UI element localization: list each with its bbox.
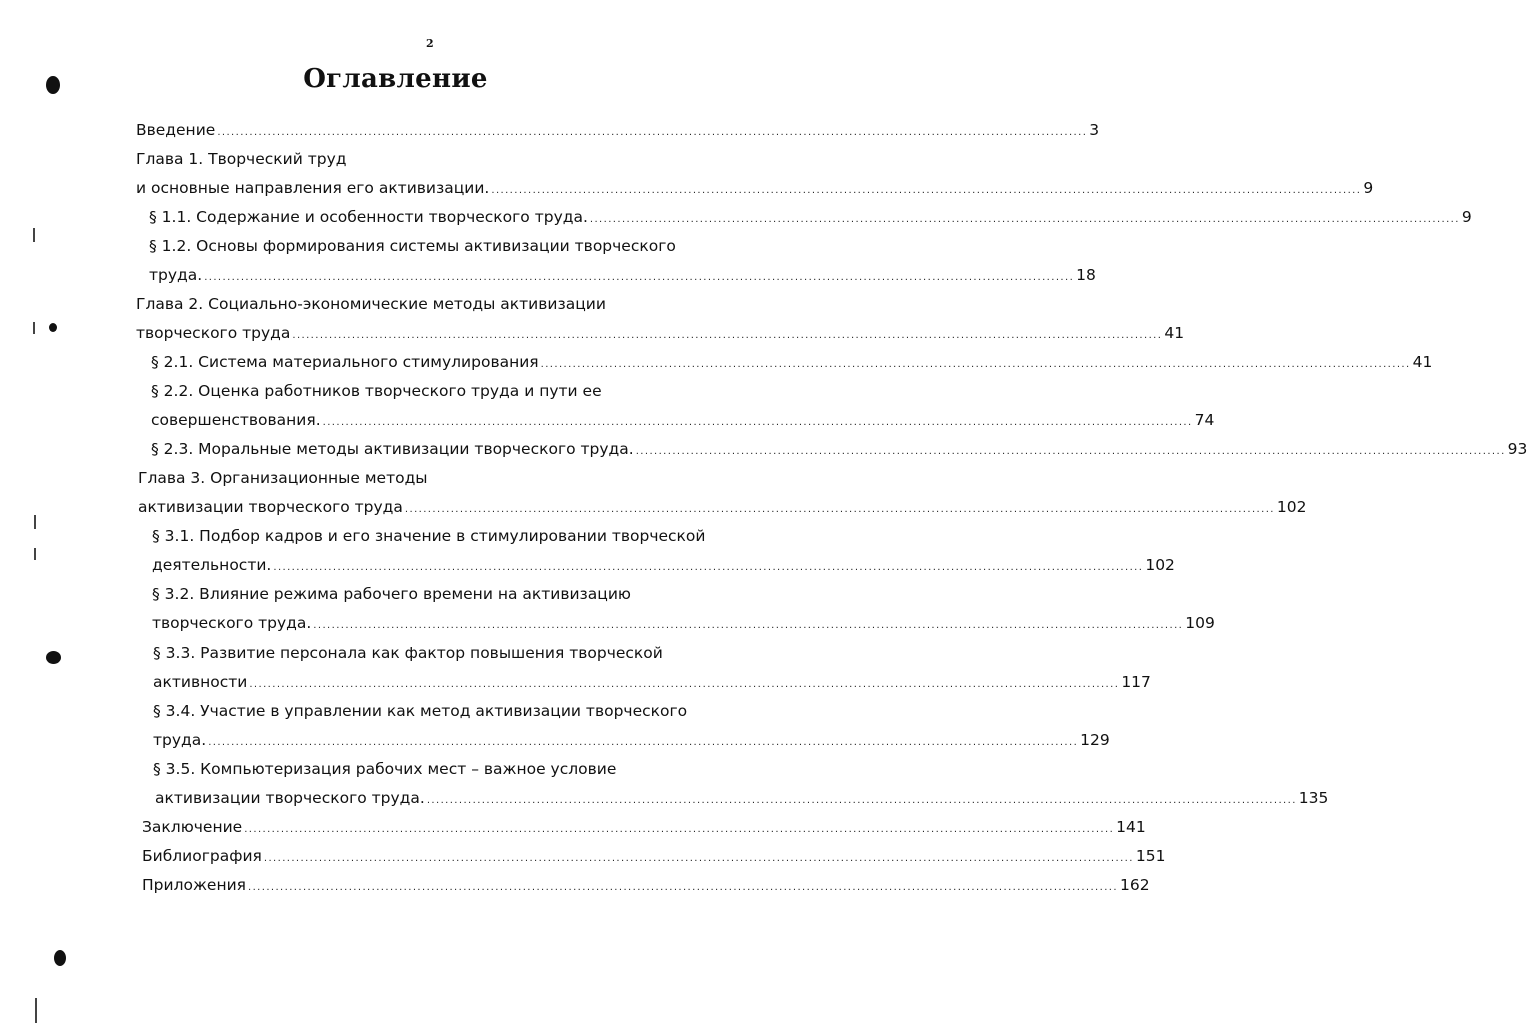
scan-mark xyxy=(33,228,35,242)
dot-leader: .............................................................................................................................................................................................. xyxy=(208,737,1079,748)
toc-entry-section-2-2 xyxy=(151,379,602,403)
toc-entry-text: творческого труда xyxy=(136,324,291,342)
toc-entry-text: активизации творческого труда xyxy=(138,498,403,516)
toc-entry-page: 41 xyxy=(1164,324,1185,342)
scan-mark xyxy=(34,515,36,529)
toc-entry-page: 9 xyxy=(1363,179,1374,197)
scan-blot xyxy=(54,950,66,966)
dot-leader: .............................................................................................................................................................................................. xyxy=(248,882,1118,893)
scan-blot xyxy=(46,76,60,94)
toc-entry-text: активности xyxy=(153,673,248,691)
toc-entry-page: 93 xyxy=(1507,440,1527,458)
dot-leader: .............................................................................................................................................................................................. xyxy=(313,620,1184,631)
toc-entry-text: труда. xyxy=(153,731,207,749)
toc-entry-text: творческого труда. xyxy=(152,614,312,632)
dot-leader: .............................................................................................................................................................................................. xyxy=(322,417,1193,428)
toc-entry-text: труда. xyxy=(149,266,203,284)
toc-entry-section-3-2-cont xyxy=(152,611,1215,635)
dot-leader: .............................................................................................................................................................................................. xyxy=(540,359,1411,370)
toc-entry-text: § 1.1. Содержание и особенности творческого труда. xyxy=(149,208,588,226)
toc-entry-section-3-3-cont xyxy=(153,670,1151,694)
toc-entry-section-3-1 xyxy=(152,524,705,548)
scan-blot xyxy=(46,651,61,664)
toc-entry-text: совершенствования. xyxy=(151,411,321,429)
toc-entry-text: Библиография xyxy=(142,847,262,865)
toc-entry-text: § 3.1. Подбор кадров и его значение в стимулировании творческой xyxy=(152,527,706,545)
toc-entry-page: 41 xyxy=(1412,353,1433,371)
toc-entry-page: 141 xyxy=(1116,818,1146,836)
toc-entry-page: 102 xyxy=(1145,556,1175,574)
toc-entry-section-3-4-cont xyxy=(153,728,1110,752)
dot-leader: .............................................................................................................................................................................................. xyxy=(273,562,1144,573)
toc-entry-section-1-2-cont xyxy=(149,263,1096,287)
dot-leader: .............................................................................................................................................................................................. xyxy=(263,853,1134,864)
toc-entry-text: § 2.3. Моральные методы активизации творческого труда. xyxy=(151,440,634,458)
toc-entry-text: деятельности. xyxy=(152,556,272,574)
toc-entry-section-1-1 xyxy=(149,205,1472,229)
toc-entry-text: Введение xyxy=(136,121,216,139)
toc-entry-text: активизации творческого труда. xyxy=(155,789,425,807)
toc-entry-chapter-1-cont xyxy=(136,176,1374,200)
scan-blot xyxy=(49,323,57,332)
toc-entry-bibliography xyxy=(142,844,1166,868)
dot-leader: .............................................................................................................................................................................................. xyxy=(249,679,1120,690)
toc-entry-page: 117 xyxy=(1121,673,1151,691)
toc-entry-page: 18 xyxy=(1076,266,1096,284)
toc-entry-chapter-1 xyxy=(136,147,346,171)
toc-entry-conclusion xyxy=(142,815,1146,839)
page-number: 2 xyxy=(426,37,434,50)
toc-entry-section-1-2 xyxy=(149,234,676,258)
scan-mark xyxy=(34,548,36,560)
toc-entry-text: Глава 2. Социально-экономические методы активизации xyxy=(136,295,606,313)
dot-leader: .............................................................................................................................................................................................. xyxy=(292,330,1163,341)
toc-entry-text: и основные направления его активизации. xyxy=(136,179,490,197)
toc-entry-chapter-2 xyxy=(136,292,606,316)
page-title: Оглавление xyxy=(303,64,488,94)
toc-entry-text: § 2.1. Система материального стимулирования xyxy=(151,353,539,371)
dot-leader: .............................................................................................................................................................................................. xyxy=(635,446,1506,457)
toc-entry-section-2-1 xyxy=(151,350,1433,374)
toc-entry-page: 9 xyxy=(1461,208,1472,226)
dot-leader: .............................................................................................................................................................................................. xyxy=(204,272,1075,283)
toc-entry-section-2-2-cont xyxy=(151,408,1215,432)
toc-entry-section-3-4 xyxy=(153,699,687,723)
toc-entry-appendices xyxy=(142,873,1150,897)
dot-leader: .............................................................................................................................................................................................. xyxy=(491,185,1362,196)
dot-leader: .............................................................................................................................................................................................. xyxy=(404,504,1275,515)
toc-entry-text: § 3.5. Компьютеризация рабочих мест – важное условие xyxy=(153,760,617,778)
toc-entry-page: 162 xyxy=(1119,876,1150,894)
dot-leader: .............................................................................................................................................................................................. xyxy=(217,127,1088,138)
toc-entry-text: § 2.2. Оценка работников творческого труда и пути ее xyxy=(151,382,602,400)
toc-entry-text: Глава 1. Творческий труд xyxy=(136,150,347,168)
toc-entry-text: § 3.3. Развитие персонала как фактор повышения творческой xyxy=(153,644,663,662)
toc-entry-page: 135 xyxy=(1298,789,1329,807)
toc-entry-section-3-5 xyxy=(153,757,616,781)
toc-entry-page: 109 xyxy=(1185,614,1215,632)
dot-leader: .............................................................................................................................................................................................. xyxy=(589,214,1460,225)
toc-entry-page: 74 xyxy=(1194,411,1215,429)
toc-entry-section-3-5-cont xyxy=(155,786,1329,810)
toc-entry-chapter-3-cont xyxy=(138,495,1307,519)
toc-entry-text: § 3.4. Участие в управлении как метод активизации творческого xyxy=(153,702,688,720)
toc-entry-text: Заключение xyxy=(142,818,243,836)
toc-entry-chapter-2-cont xyxy=(136,321,1185,345)
dot-leader: .............................................................................................................................................................................................. xyxy=(244,824,1115,835)
toc-entry-text: § 1.2. Основы формирования системы активизации творческого xyxy=(149,237,676,255)
scan-mark xyxy=(35,998,37,1023)
toc-entry-text: Приложения xyxy=(142,876,246,894)
toc-entry-page: 151 xyxy=(1135,847,1166,865)
toc-entry-text: § 3.2. Влияние режима рабочего времени на активизацию xyxy=(152,585,631,603)
toc-entry-chapter-3 xyxy=(138,466,428,490)
toc-entry-section-2-3 xyxy=(151,437,1527,461)
toc-entry-page: 102 xyxy=(1276,498,1307,516)
toc-entry-section-3-2 xyxy=(152,582,631,606)
toc-entry-section-3-3 xyxy=(153,641,663,665)
toc-entry-page: 3 xyxy=(1089,121,1100,139)
toc-entry-text: Глава 3. Организационные методы xyxy=(138,469,428,487)
scan-mark xyxy=(33,322,35,334)
toc-entry-section-3-1-cont xyxy=(152,553,1175,577)
dot-leader: .............................................................................................................................................................................................. xyxy=(426,795,1297,806)
toc-entry-introduction xyxy=(136,118,1100,142)
toc-entry-page: 129 xyxy=(1080,731,1110,749)
